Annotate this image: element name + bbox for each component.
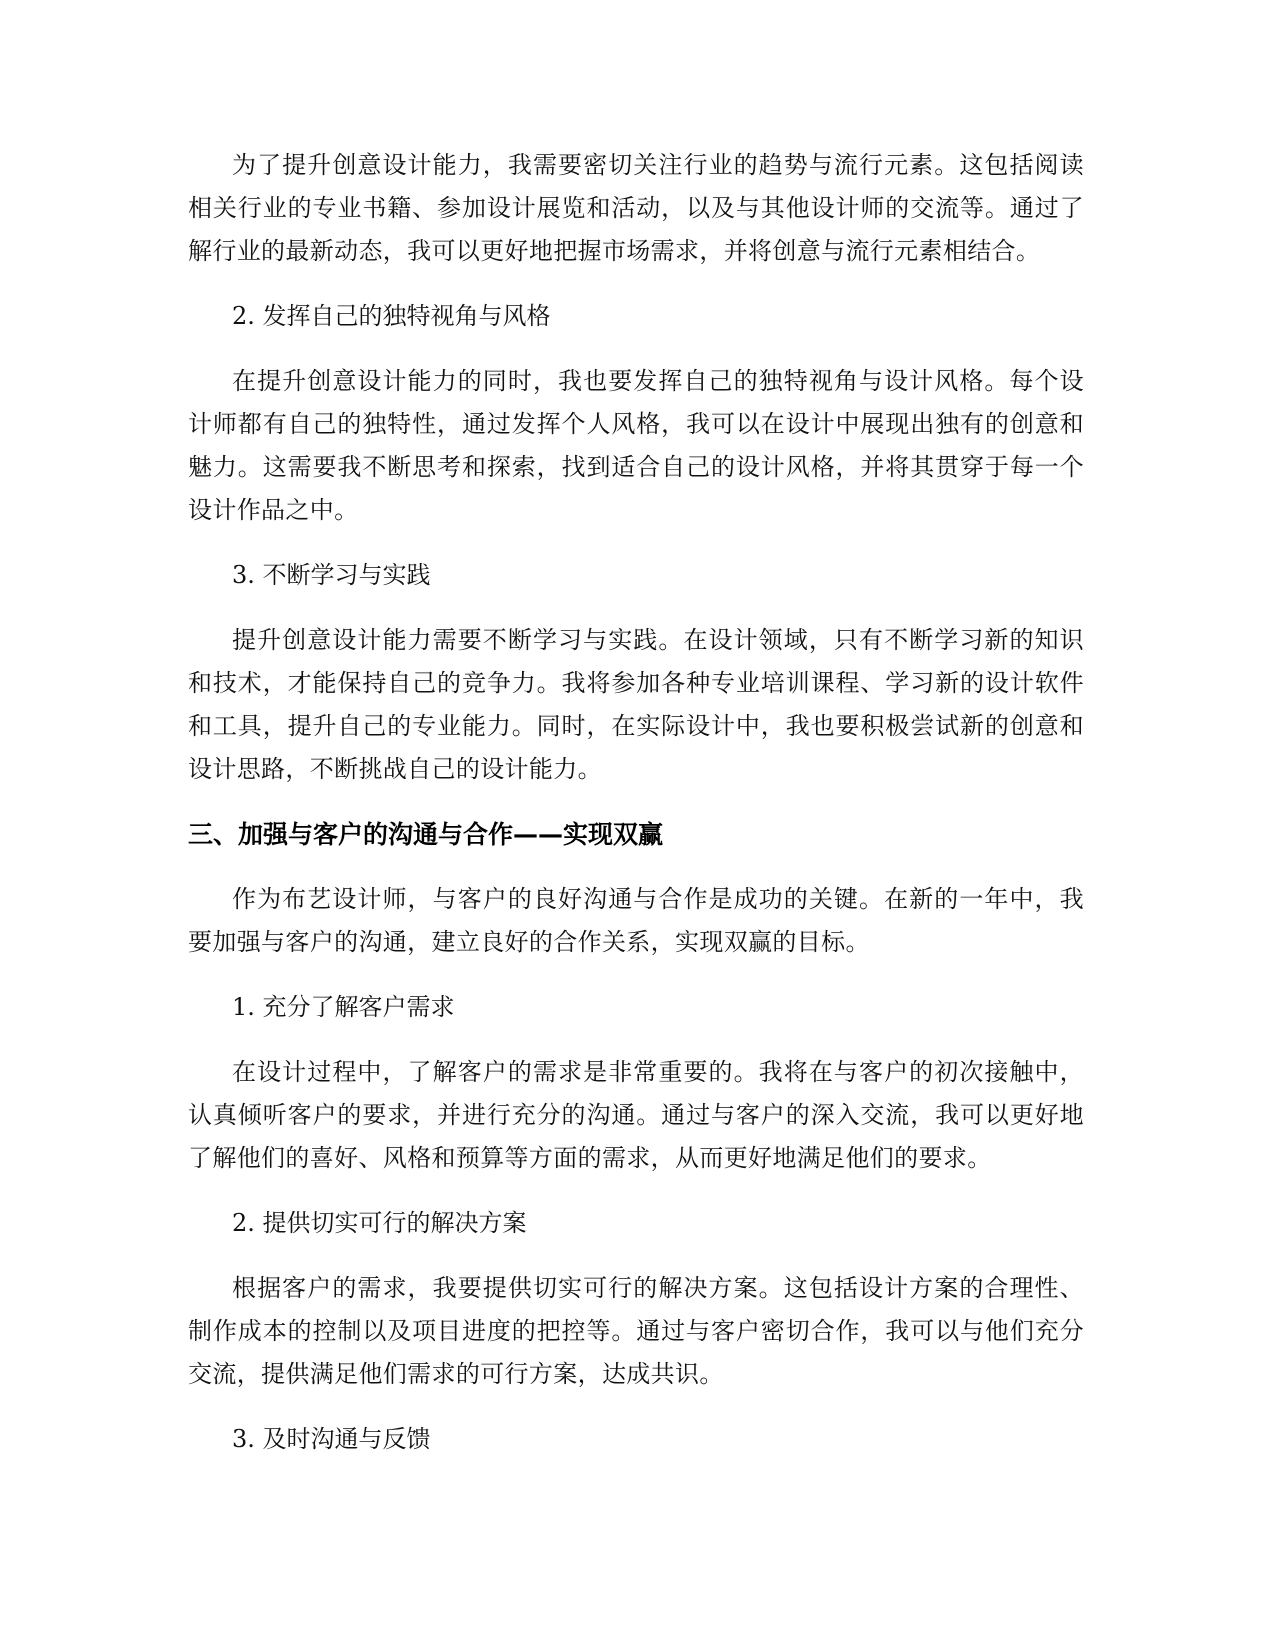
subheading-solutions: 2. 提供切实可行的解决方案 <box>232 1209 527 1237</box>
paragraph-learning: 提升创意设计能力需要不断学习与实践。在设计领域，只有不断学习新的知识和技术，才能保持自己的竞争力。我将参加各种专业培训课程、学习新的设计软件和工具，提升自己的专业能力。同时，在实际设计中，我也要积极尝试新的创意和设计思路，不断挑战自己的设计能力。 <box>188 626 1084 783</box>
document-body <box>188 144 1084 1483</box>
subheading-learning: 3. 不断学习与实践 <box>232 561 431 589</box>
section-title-client-communication: 三、加强与客户的沟通与合作——实现双赢 <box>188 820 664 849</box>
paragraph-unique-style: 在提升创意设计能力的同时，我也要发挥自己的独特视角与设计风格。每个设计师都有自己的独特性，通过发挥个人风格，我可以在设计中展现出独有的创意和魅力。这需要我不断思考和探索，找到适合自己的设计风格，并将其贯穿于每一个设计作品之中。 <box>188 367 1084 524</box>
subheading-unique-style: 2. 发挥自己的独特视角与风格 <box>232 302 551 330</box>
subheading-client-needs: 1. 充分了解客户需求 <box>232 993 455 1021</box>
paragraph-client-needs: 在设计过程中，了解客户的需求是非常重要的。我将在与客户的初次接触中，认真倾听客户的要求，并进行充分的沟通。通过与客户的深入交流，我可以更好地了解他们的喜好、风格和预算等方面的需求，从而更好地满足他们的要求。 <box>188 1058 1084 1172</box>
paragraph-solutions: 根据客户的需求，我要提供切实可行的解决方案。这包括设计方案的合理性、制作成本的控制以及项目进度的把控等。通过与客户密切合作，我可以与他们充分交流，提供满足他们需求的可行方案，达成共识。 <box>188 1274 1084 1388</box>
paragraph-trends: 为了提升创意设计能力，我需要密切关注行业的趋势与流行元素。这包括阅读相关行业的专业书籍、参加设计展览和活动，以及与其他设计师的交流等。通过了解行业的最新动态，我可以更好地把握市场需求，并将创意与流行元素相结合。 <box>188 151 1084 265</box>
subheading-feedback: 3. 及时沟通与反馈 <box>232 1425 431 1453</box>
paragraph-client-intro: 作为布艺设计师，与客户的良好沟通与合作是成功的关键。在新的一年中，我要加强与客户的沟通，建立良好的合作关系，实现双赢的目标。 <box>188 885 1084 956</box>
